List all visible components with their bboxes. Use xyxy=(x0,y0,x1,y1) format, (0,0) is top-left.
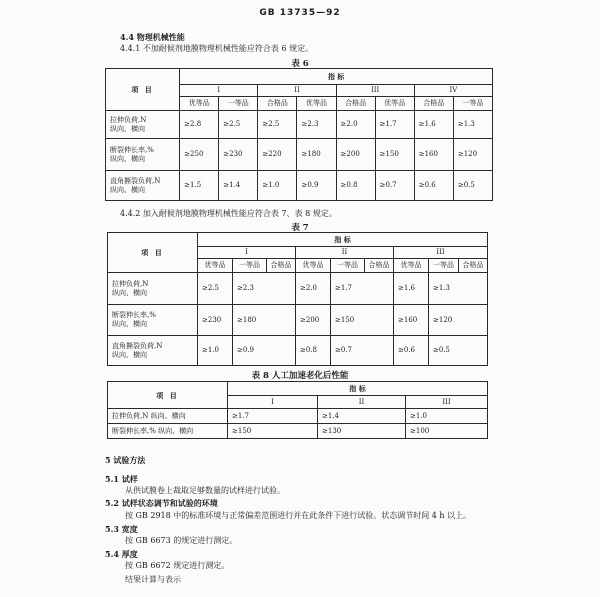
table-6-cell: ≥0.9 xyxy=(297,171,336,201)
table-7-cell: ≥150 xyxy=(331,305,394,336)
table-7-cell: ≥1.0 xyxy=(198,336,233,366)
table-6-cell: ≥2.8 xyxy=(180,111,219,139)
table-7-cell: ≥2.0 xyxy=(296,273,331,305)
table-6-cell: ≥1.3 xyxy=(453,111,492,139)
table-6-row-label: 直角撕裂负荷,N 纵向、横向 xyxy=(106,171,180,201)
table-6-indicator-header: 指 标 xyxy=(180,69,493,85)
table-7-row-label: 断裂伸长率,% 纵向、横向 xyxy=(108,305,198,336)
table-6-cell: ≥160 xyxy=(414,139,453,171)
table-6-cell: ≥2.5 xyxy=(219,111,258,139)
section-5-1-text: 从供试膜卷上裁取足够数量的试样进行试验。 xyxy=(125,486,285,495)
table-8-grade-I: I xyxy=(228,396,318,409)
para-4-4-2: 4.4.2 加入耐候剂地膜物理机械性能应符合表 7、表 8 规定。 xyxy=(120,209,337,218)
table-6-caption: 表 6 xyxy=(291,59,309,69)
section-5-3-text: 按 GB 6673 的规定进行测定。 xyxy=(125,536,238,545)
table-6-quality: 合格品 xyxy=(258,97,297,111)
table-6-cell: ≥180 xyxy=(297,139,336,171)
table-7-indicator-header: 指 标 xyxy=(198,233,488,247)
table-7-quality: 优等品 xyxy=(198,259,233,273)
table-6-grade-I: I xyxy=(180,85,258,97)
table-6-cell: ≥120 xyxy=(453,139,492,171)
table-8-caption: 表 8 人工加速老化后性能 xyxy=(251,371,349,381)
table-6-cell: ≥1.6 xyxy=(414,111,453,139)
section-5-4-title: 5.4 厚度 xyxy=(105,549,138,559)
table-6-cell: ≥0.8 xyxy=(336,171,375,201)
table-8-cell: ≥1.4 xyxy=(318,409,406,424)
table-7-quality: 优等品 xyxy=(296,259,331,273)
para-4-4-1: 4.4.1 不加耐候剂地膜物理机械性能应符合表 6 规定。 xyxy=(120,44,314,53)
table-7-quality: 优等品 xyxy=(394,259,429,273)
table-7-grade-II: II xyxy=(296,247,394,259)
table-6-quality: 优等品 xyxy=(180,97,219,111)
table-6-quality: 优等品 xyxy=(375,97,414,111)
table-6-cell: ≥2.0 xyxy=(336,111,375,139)
table-6-cell: ≥0.6 xyxy=(414,171,453,201)
table-8-cell: ≥150 xyxy=(228,424,318,439)
table-7-cell: ≥200 xyxy=(296,305,331,336)
table-6-cell: ≥1.7 xyxy=(375,111,414,139)
table-6-cell: ≥230 xyxy=(219,139,258,171)
table-7-quality: 合格品 xyxy=(365,259,394,273)
section-5-title: 5 试验方法 xyxy=(105,455,146,465)
table-7-caption: 表 7 xyxy=(291,223,309,233)
table-6-quality: 合格品 xyxy=(336,97,375,111)
table-6-grade-II: II xyxy=(258,85,336,97)
table-6-cell: ≥2.5 xyxy=(258,111,297,139)
table-8-row-label: 拉伸负荷,N 纵向、横向 xyxy=(108,409,228,424)
section-5-1-title: 5.1 试样 xyxy=(105,474,138,484)
section-5-2-title: 5.2 试样状态调节和试验的环境 xyxy=(105,498,218,508)
table-6-cell: ≥250 xyxy=(180,139,219,171)
table-6-cell: ≥1.4 xyxy=(219,171,258,201)
table-6-cell: ≥0.5 xyxy=(453,171,492,201)
table-7-quality: 合格品 xyxy=(459,259,488,273)
table-6-grade-IV: IV xyxy=(414,85,492,97)
table-8-grade-II: II xyxy=(318,396,406,409)
table-6-item-header: 项 目 xyxy=(106,69,180,111)
table-7-quality: 一等品 xyxy=(429,259,459,273)
table-7-cell: ≥160 xyxy=(394,305,429,336)
table-7 xyxy=(107,232,488,366)
table-6-cell: ≥220 xyxy=(258,139,297,171)
table-6 xyxy=(105,68,493,201)
table-7-cell: ≥0.7 xyxy=(331,336,394,366)
table-6-cell: ≥150 xyxy=(375,139,414,171)
table-7-cell: ≥0.9 xyxy=(233,336,296,366)
table-8-cell: ≥130 xyxy=(318,424,406,439)
table-6-grade-III: III xyxy=(336,85,414,97)
table-7-cell: ≥2.5 xyxy=(198,273,233,305)
table-7-row-label: 直角撕裂负荷,N 纵向、横向 xyxy=(108,336,198,366)
table-7-row-label: 拉伸负荷,N 纵向、横向 xyxy=(108,273,198,305)
section-5-2-text: 按 GB 2918 中的标准环境与正常偏差范围进行并在此条件下进行试验。状态调节时间 4 h 以上。 xyxy=(125,511,472,520)
table-7-cell: ≥0.8 xyxy=(296,336,331,366)
table-7-item-header: 项 目 xyxy=(108,233,198,273)
table-6-cell: ≥200 xyxy=(336,139,375,171)
table-7-grade-III: III xyxy=(394,247,488,259)
results-heading: 结果计算与表示 xyxy=(125,575,181,584)
table-7-cell: ≥0.5 xyxy=(429,336,488,366)
table-7-grade-I: I xyxy=(198,247,296,259)
table-8-item-header: 项 目 xyxy=(108,382,228,409)
table-7-cell: ≥120 xyxy=(429,305,488,336)
table-7-cell: ≥1.6 xyxy=(394,273,429,305)
table-8-cell: ≥1.7 xyxy=(228,409,318,424)
table-6-row-label: 拉伸负荷,N 纵向、横向 xyxy=(106,111,180,139)
table-7-cell: ≥1.3 xyxy=(429,273,488,305)
table-6-cell: ≥1.0 xyxy=(258,171,297,201)
table-8-indicator-header: 指 标 xyxy=(228,382,488,396)
table-7-cell: ≥1.7 xyxy=(331,273,394,305)
table-8-grade-III: III xyxy=(406,396,488,409)
table-6-row-label: 断裂伸长率,% 纵向、横向 xyxy=(106,139,180,171)
table-6-cell: ≥1.5 xyxy=(180,171,219,201)
table-7-cell: ≥2.3 xyxy=(233,273,296,305)
table-7-quality: 一等品 xyxy=(331,259,365,273)
section-5-4-text: 按 GB 6672 规定进行测定。 xyxy=(125,561,230,570)
table-8-row-label: 断裂伸长率,% 纵向、横向 xyxy=(108,424,228,439)
table-7-cell: ≥230 xyxy=(198,305,233,336)
table-8-cell: ≥1.0 xyxy=(406,409,488,424)
table-6-quality: 一等品 xyxy=(219,97,258,111)
table-8-cell: ≥100 xyxy=(406,424,488,439)
standard-header: GB 13735—92 xyxy=(259,8,341,18)
table-7-cell: ≥0.6 xyxy=(394,336,429,366)
table-6-quality: 优等品 xyxy=(297,97,336,111)
table-7-cell: ≥180 xyxy=(233,305,296,336)
table-8 xyxy=(107,381,488,439)
table-7-quality: 一等品 xyxy=(233,259,267,273)
table-6-quality: 一等品 xyxy=(453,97,492,111)
section-4-4-title: 4.4 物理机械性能 xyxy=(120,32,185,42)
table-6-quality: 合格品 xyxy=(414,97,453,111)
table-6-cell: ≥0.7 xyxy=(375,171,414,201)
table-6-cell: ≥2.3 xyxy=(297,111,336,139)
section-5-3-title: 5.3 宽度 xyxy=(105,524,138,534)
table-7-quality: 合格品 xyxy=(267,259,296,273)
